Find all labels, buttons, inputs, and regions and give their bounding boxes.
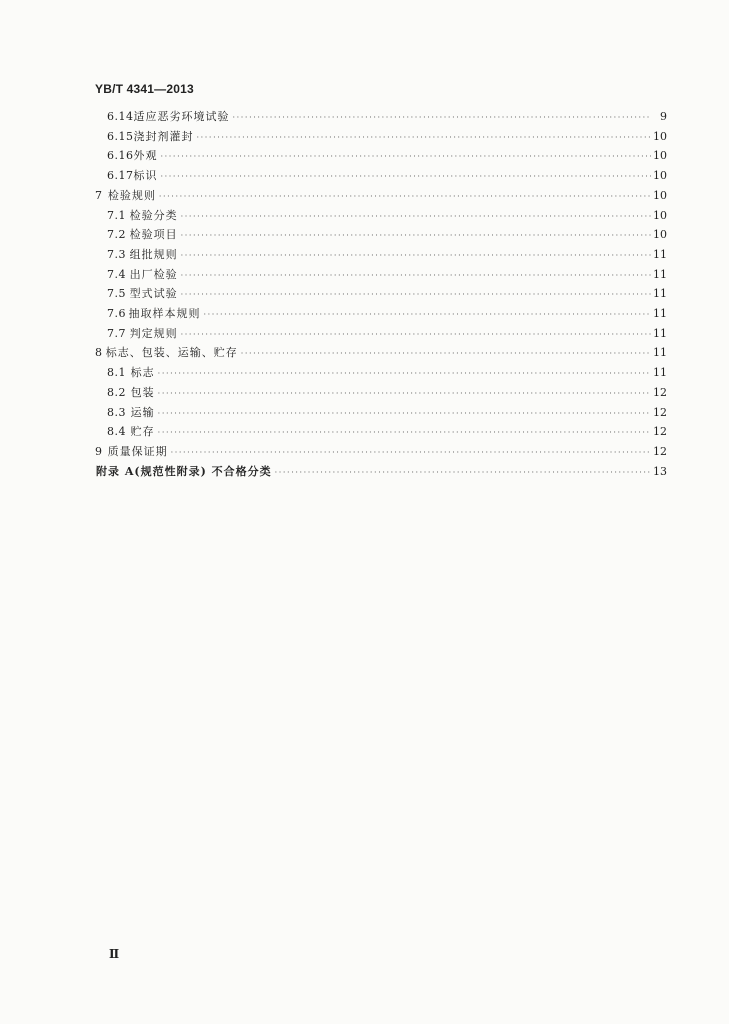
toc-entry-page: 9	[660, 110, 667, 123]
toc-entry-page: 11	[653, 326, 667, 340]
toc-entry-number: 7.2	[107, 228, 126, 242]
toc-dot-leader	[161, 150, 652, 164]
toc-entry-page: 12	[653, 425, 667, 439]
toc-entry[interactable]	[96, 465, 667, 479]
toc-entry[interactable]	[107, 169, 667, 183]
toc-entry-number: 9	[95, 444, 103, 458]
toc-entry[interactable]	[107, 425, 667, 439]
toc-entry-page: 11	[653, 307, 667, 320]
toc-entry-title: 检验规则	[107, 188, 156, 202]
toc-entry-number: 8.2	[107, 385, 126, 399]
standard-code-header: YB/T 4341—2013	[95, 82, 194, 96]
toc-entry-number: 8.3	[107, 405, 126, 419]
toc-entry-title: 型式试验	[129, 287, 178, 301]
toc-dot-leader	[197, 131, 652, 145]
toc-entry-title: 出厂检验	[129, 267, 178, 281]
toc-dot-leader	[181, 328, 651, 342]
toc-entry[interactable]	[107, 327, 667, 341]
toc-entry-page: 11	[653, 267, 667, 281]
toc-entry-page: 10	[653, 208, 667, 222]
toc-entry-title: 质量保证期	[107, 444, 168, 458]
toc-entry[interactable]	[107, 386, 667, 400]
toc-dot-leader	[181, 229, 651, 243]
toc-entry[interactable]	[107, 209, 667, 223]
toc-entry-title: 抽取样本规则	[128, 307, 201, 320]
toc-dot-leader	[158, 407, 651, 421]
toc-entry[interactable]	[107, 149, 667, 163]
toc-entry-number: 8.4	[107, 425, 126, 439]
toc-entry-page: 10	[653, 129, 667, 143]
toc-entry-number: 6.15	[107, 129, 134, 143]
toc-entry[interactable]	[107, 287, 667, 301]
toc-dot-leader	[241, 347, 651, 361]
toc-entry-page: 11	[653, 247, 667, 261]
toc-entry[interactable]	[107, 366, 667, 380]
toc-entry[interactable]	[107, 268, 667, 282]
toc-entry-title: 浇封剂灌封	[133, 129, 194, 143]
toc-entry-page: 10	[653, 169, 667, 183]
toc-entry-page: 11	[653, 287, 667, 301]
toc-entry-title: 检验分类	[129, 208, 178, 222]
toc-entry-number: 附录 A	[96, 464, 135, 478]
toc-entry-number: 7.5	[107, 287, 126, 301]
toc-entry-number: 8.1	[107, 366, 126, 380]
toc-entry-title: 组批规则	[129, 247, 178, 261]
toc-entry-number: 7.3	[107, 247, 126, 261]
toc-dot-leader	[158, 387, 651, 401]
toc-entry[interactable]	[107, 110, 667, 124]
toc-entry-title: 适应恶劣环境试验	[133, 110, 230, 123]
toc-entry-title: 运输	[130, 405, 155, 419]
page-number: Ⅱ	[109, 947, 120, 961]
toc-dot-leader	[171, 446, 651, 460]
toc-entry-page: 13	[653, 464, 667, 478]
toc-dot-leader	[181, 249, 651, 263]
toc-dot-leader	[159, 190, 651, 204]
toc-entry-number: 7.1	[107, 208, 126, 222]
toc-entry-number: 7.6	[107, 307, 126, 320]
toc-entry-title: 包装	[130, 385, 155, 399]
toc-entry-page: 12	[653, 444, 667, 458]
toc-dot-leader	[233, 111, 652, 125]
toc-entry[interactable]	[95, 189, 667, 203]
toc-entry[interactable]	[107, 248, 667, 262]
toc-entry-title: 判定规则	[129, 326, 178, 340]
toc-entry-title: 贮存	[130, 425, 155, 439]
toc-dot-leader	[181, 210, 651, 224]
toc-entry-page: 10	[653, 228, 667, 242]
toc-dot-leader	[275, 466, 651, 480]
toc-entry-page: 12	[653, 385, 667, 399]
toc-dot-leader	[203, 308, 651, 322]
toc-entry-title: (规范性附录) 不合格分类	[134, 464, 272, 478]
toc-entry-title: 标志、包装、运输、贮存	[105, 346, 238, 360]
toc-entry[interactable]	[107, 130, 667, 144]
toc-entry-number: 7.7	[107, 326, 126, 340]
toc-entry-title: 检验项目	[129, 228, 178, 242]
toc-entry-title: 外观	[133, 149, 158, 163]
toc-entry[interactable]	[107, 406, 667, 420]
toc-entry-number: 6.16	[107, 149, 134, 163]
toc-entry[interactable]	[95, 346, 667, 360]
toc-entry-number: 7.4	[107, 267, 126, 281]
toc-entry-number: 6.14	[107, 110, 134, 123]
toc-entry-number: 8	[95, 346, 103, 360]
toc-entry-title: 标识	[133, 169, 158, 183]
toc-entry[interactable]	[107, 307, 667, 321]
toc-entry-page: 11	[653, 366, 667, 380]
toc-entry-page: 10	[653, 149, 667, 163]
toc-dot-leader	[158, 426, 651, 440]
toc-entry[interactable]	[107, 228, 667, 242]
toc-entry-page: 11	[653, 346, 667, 360]
toc-dot-leader	[181, 288, 651, 302]
toc-entry-title: 标志	[130, 366, 155, 380]
toc-dot-leader	[161, 170, 652, 184]
toc-entry-number: 6.17	[107, 169, 134, 183]
toc-entry-page: 10	[653, 188, 667, 202]
toc-entry-number: 7	[95, 188, 103, 202]
toc-entry-page: 12	[653, 405, 667, 419]
toc-dot-leader	[158, 367, 651, 381]
toc-dot-leader	[181, 269, 651, 283]
toc-entry[interactable]	[95, 445, 667, 459]
